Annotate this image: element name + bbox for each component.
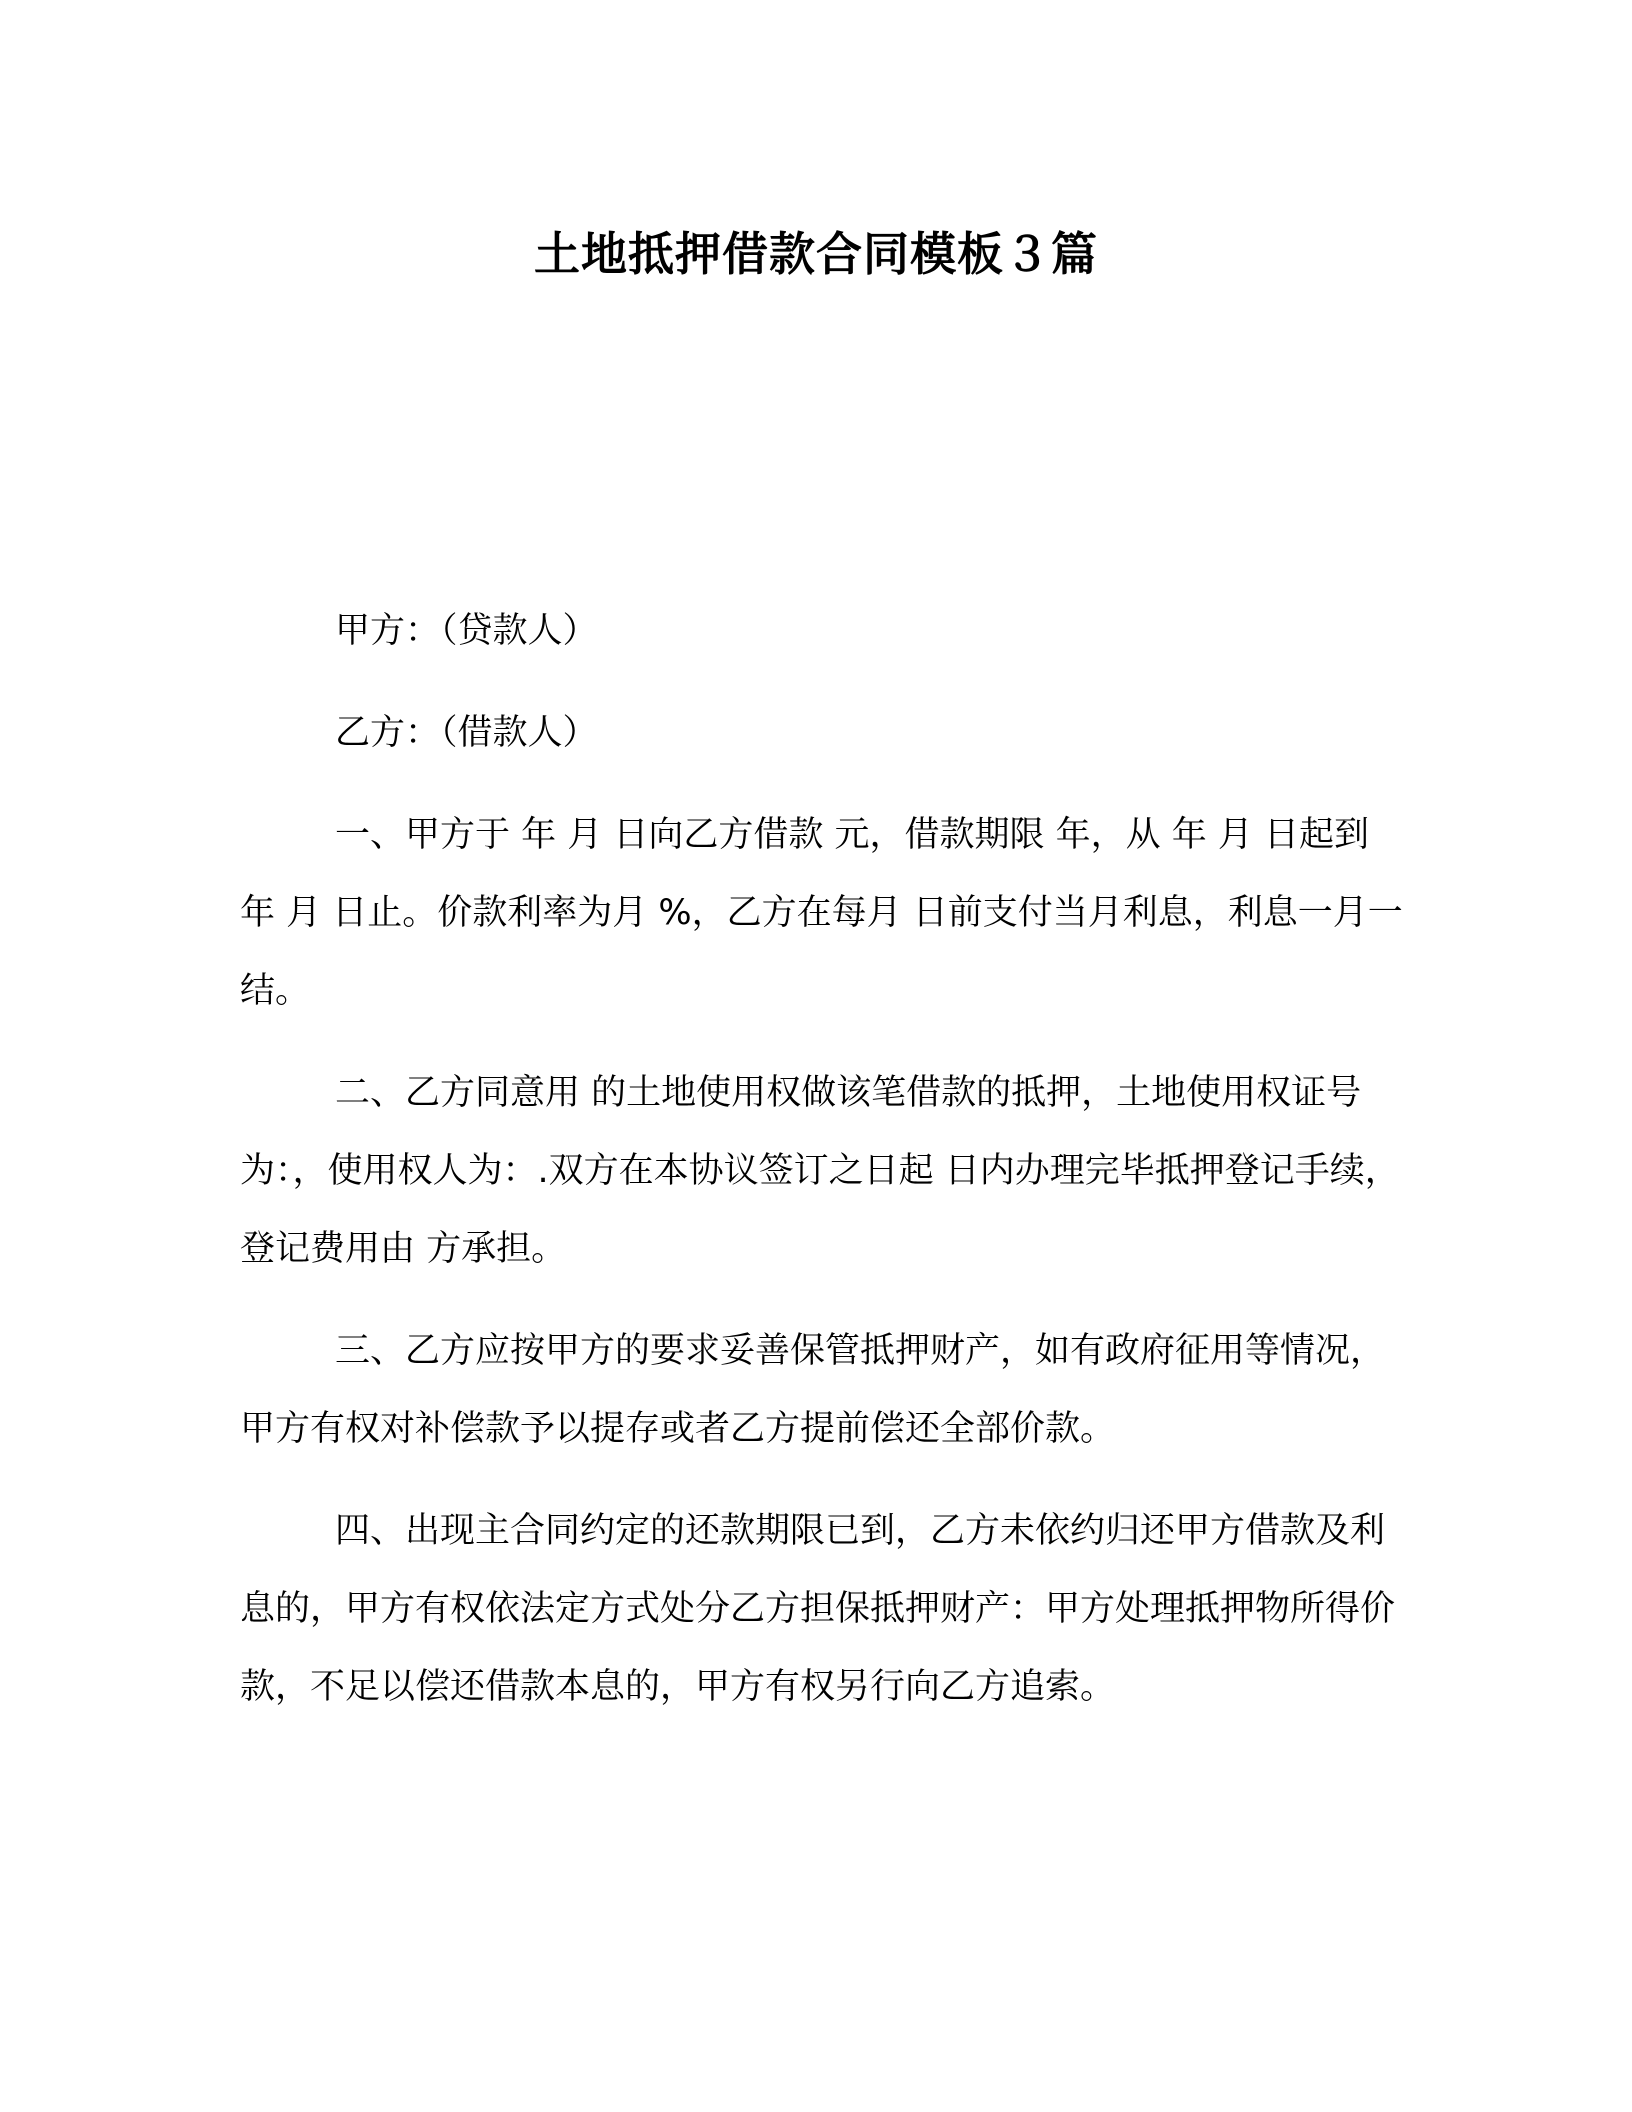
- party-a-line: 甲方：（贷款人）: [335, 611, 598, 651]
- clause-3: 三、乙方应按甲方的要求妥善保管抵押财产，如有政府征用等情况，甲方有权对补偿款予以提存或者乙方提前偿还全部价款。: [240, 1331, 1386, 1449]
- clause-2: 二、乙方同意用 的土地使用权做该笔借款的抵押，土地使用权证号为：，使用权人为：.双方在本协议签订之日起 日内办理完毕抵押登记手续，登记费用由 方承担。: [240, 1073, 1400, 1269]
- document-body: [240, 592, 1404, 1750]
- party-b-line: 乙方：（借款人）: [335, 713, 598, 753]
- clause-4: 四、出现主合同约定的还款期限已到，乙方未依约归还甲方借款及利息的，甲方有权依法定方式处分乙方担保抵押财产：甲方处理抵押物所得价款，不足以偿还借款本息的，甲方有权另行向乙方追索。: [240, 1511, 1396, 1707]
- clause-1: 一、甲方于 年 月 日向乙方借款 元，借款期限 年，从 年 月 日起到 年 月 日止。价款利率为月 %，乙方在每月 日前支付当月利息，利息一月一结。: [240, 815, 1403, 1011]
- document-title: 土地抵押借款合同模板３篇: [534, 227, 1098, 281]
